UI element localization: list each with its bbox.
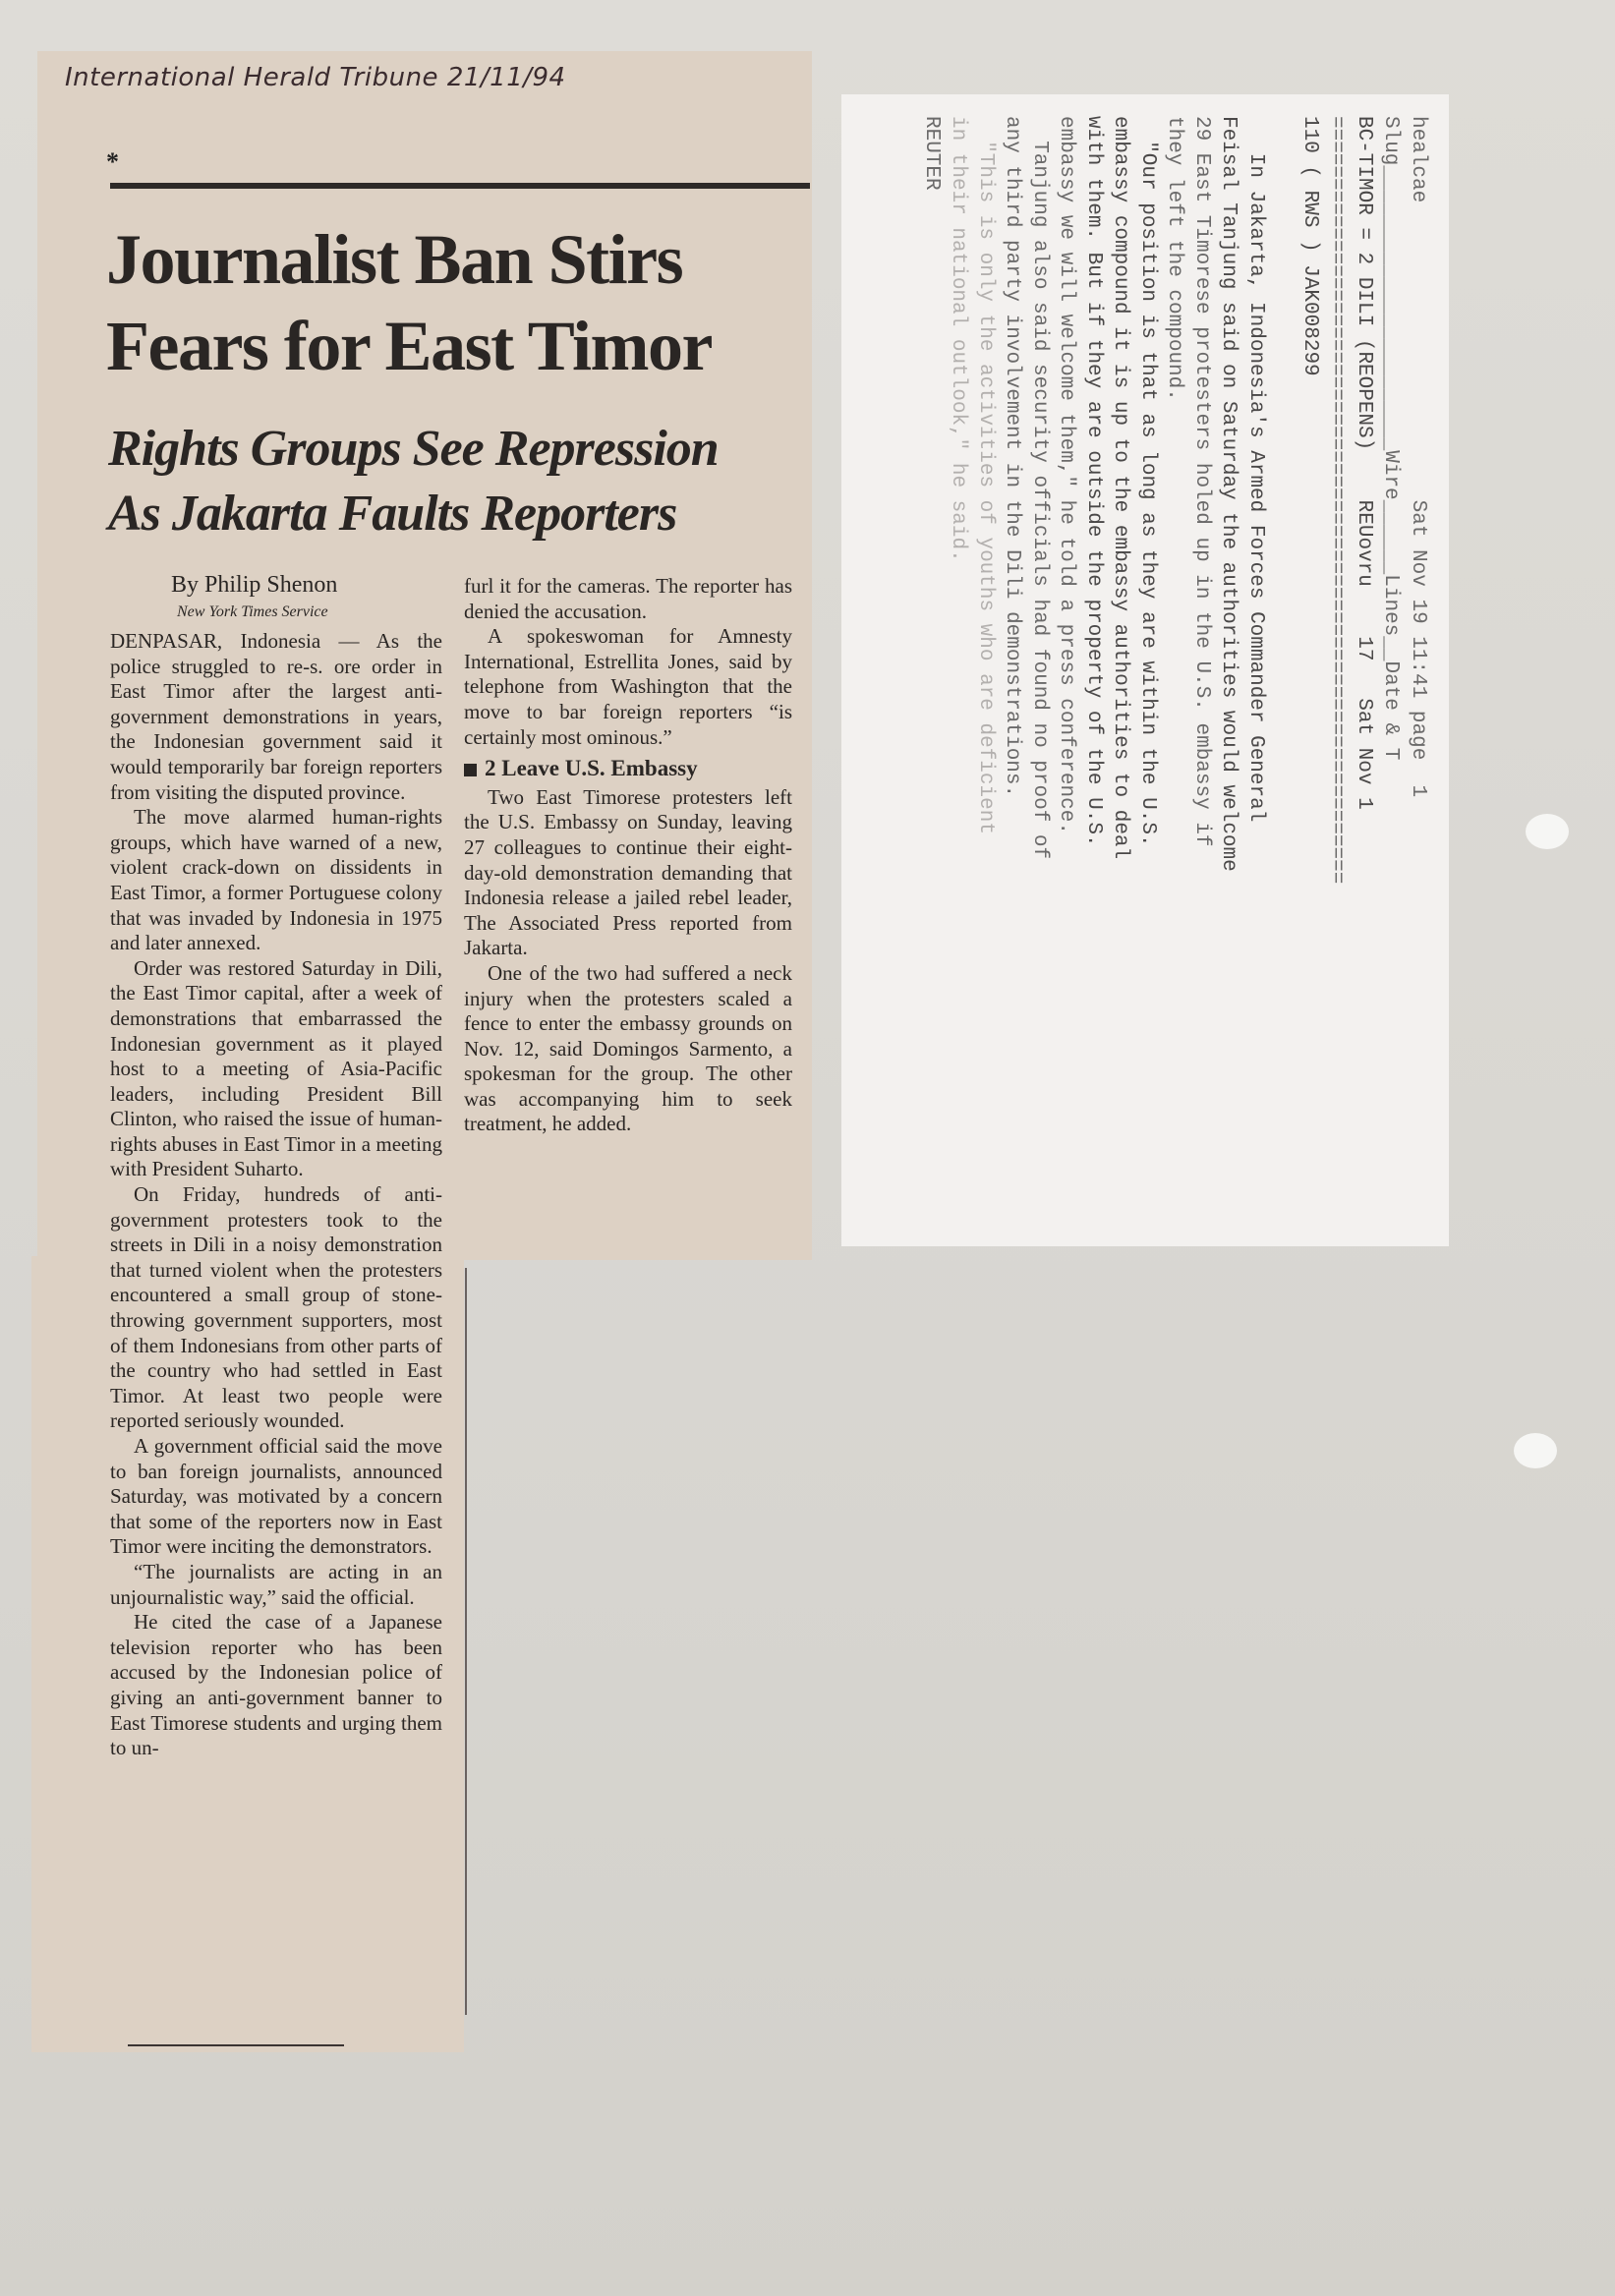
wire-body-line: "Our position is that as long as they are within the U.S. [1136, 116, 1159, 847]
paragraph: DENPASAR, Indonesia — As the police struggled to re-s. ore order in East Timor after the largest anti-government demonstrations in years, the Indonesian government said it would temporarily bar foreign reporters from visiting the disputed province. [110, 629, 442, 804]
wire-header-line: 110 ( RWS ) JAK008299 [1298, 116, 1321, 376]
punch-hole [1514, 1433, 1557, 1468]
headline [106, 216, 804, 389]
subhead-line-1: Rights Groups See Repression [108, 421, 719, 477]
section-heading [464, 756, 792, 781]
paragraph: Order was restored Saturday in Dili, the East Timor capital, after a week of demonstrations that embarrassed the Indonesian government as it played host to a meeting of Asia-Pacific leaders, including President Bill Clinton, who raised the issue of human-rights abuses in East Timor in a meeting with President Suharto. [110, 955, 442, 1181]
section-heading-text: 2 Leave U.S. Embassy [485, 756, 698, 781]
subhead-line-2: As Jakarta Faults Reporters [108, 486, 677, 542]
paragraph: On Friday, hundreds of anti-government protesters took to the streets in Dili in a noisy demonstration that turned violent when the protesters encountered a small group of stone-throwing government supporters, most of them Indonesians from other parts of the country who had settled in East Timor. At least two people were reported seriously wounded. [110, 1182, 442, 1433]
punch-hole [1526, 814, 1569, 849]
subheadline [108, 417, 806, 546]
paragraph: A spokeswoman for Amnesty International, Estrellita Jones, said by telephone from Washington that the move to bar foreign reporters “is certainly most ominous.” [464, 624, 792, 749]
byline: By Philip Shenon [171, 572, 338, 598]
article-column-1 [110, 629, 442, 1761]
wire-body-line: "This is only the activities of youths who are deficient [974, 116, 997, 834]
wire-body-line: Feisal Tanjung said on Saturday the authorities would welcome [1217, 116, 1240, 872]
paragraph: The move alarmed human-rights groups, which have warned of a new, violent crack-down on dissidents in East Timor, a former Portuguese colony that was invaded by Indonesia in 1975 and later annexed. [110, 805, 442, 955]
wire-body-line: any third party involvement in the Dili demonstrations. [1001, 116, 1024, 798]
paragraph: Two East Timorese protesters left the U.S. Embassy on Sunday, leaving 27 colleagues to continue their eight-day-old demonstration demanding that Indonesia release a jailed rebel leader, The Associated Press reported from Jakarta. [464, 784, 792, 960]
wire-body-line: 29 East Timorese protesters holed up in the U.S. embassy if [1190, 116, 1213, 847]
wire-header-line: BC-TIMOR = 2 DILI (REOPENS) REUovru 17 Sat Nov 1 [1353, 116, 1375, 810]
square-bullet-icon [464, 764, 477, 776]
column-divider [465, 1268, 467, 2015]
wire-body-line: REUTER [920, 116, 943, 191]
wire-header-line: healcae Sat Nov 19 11:41 page 1 [1407, 116, 1429, 798]
wire-blank-line [1269, 116, 1297, 1225]
headline-rule [110, 183, 810, 189]
wire-body-line: embassy we will welcome them," he told a press conference. [1055, 116, 1078, 834]
paragraph: A government official said the move to ban foreign journalists, announced Saturday, was motivated by a concern that some of the reporters now in East Timor were inciting the demonstrators. [110, 1434, 442, 1559]
wire-header-line: Slug_______________________Wire______Lines__Date & T [1379, 116, 1403, 761]
wire-printout [841, 94, 1449, 1246]
paragraph: He cited the case of a Japanese television reporter who has been accused by the Indonesian police of giving an anti-government banner to East Timorese students and urging them to un- [110, 1610, 442, 1760]
headline-line-2: Fears for East Timor [106, 307, 712, 385]
wire-body-line: embassy compound it is up to the embassy authorities to deal [1109, 116, 1132, 860]
asterisk-mark: * [106, 147, 119, 176]
end-rule [128, 2044, 344, 2046]
article-column-2 [464, 574, 792, 1137]
paragraph: furl it for the cameras. The reporter has denied the accusation. [464, 574, 792, 623]
news-service: New York Times Service [177, 603, 328, 620]
wire-printout-text [841, 94, 1449, 1246]
wire-body-line: In Jakarta, Indonesia's Armed Forces Commander General [1244, 116, 1267, 823]
wire-body-line: they left the compound. [1163, 116, 1186, 401]
wire-body-line: in their national outlook," he said. [947, 116, 970, 562]
wire-separator: ============================================================== [1325, 116, 1349, 885]
handwritten-source-note: International Herald Tribune 21/11/94 [65, 63, 566, 92]
wire-body-line: with them. But if they are outside the property of the U.S. [1082, 116, 1105, 847]
paragraph: “The journalists are acting in an unjournalistic way,” said the official. [110, 1559, 442, 1609]
paragraph: One of the two had suffered a neck injury when the protesters scaled a fence to enter the embassy grounds on Nov. 12, said Domingos Sarmento, a spokesman for the group. The other was accompanying him to seek treatment, he added. [464, 960, 792, 1136]
headline-line-1: Journalist Ban Stirs [106, 220, 683, 299]
wire-body-line: Tanjung also said security officials had found no proof of [1028, 116, 1051, 860]
